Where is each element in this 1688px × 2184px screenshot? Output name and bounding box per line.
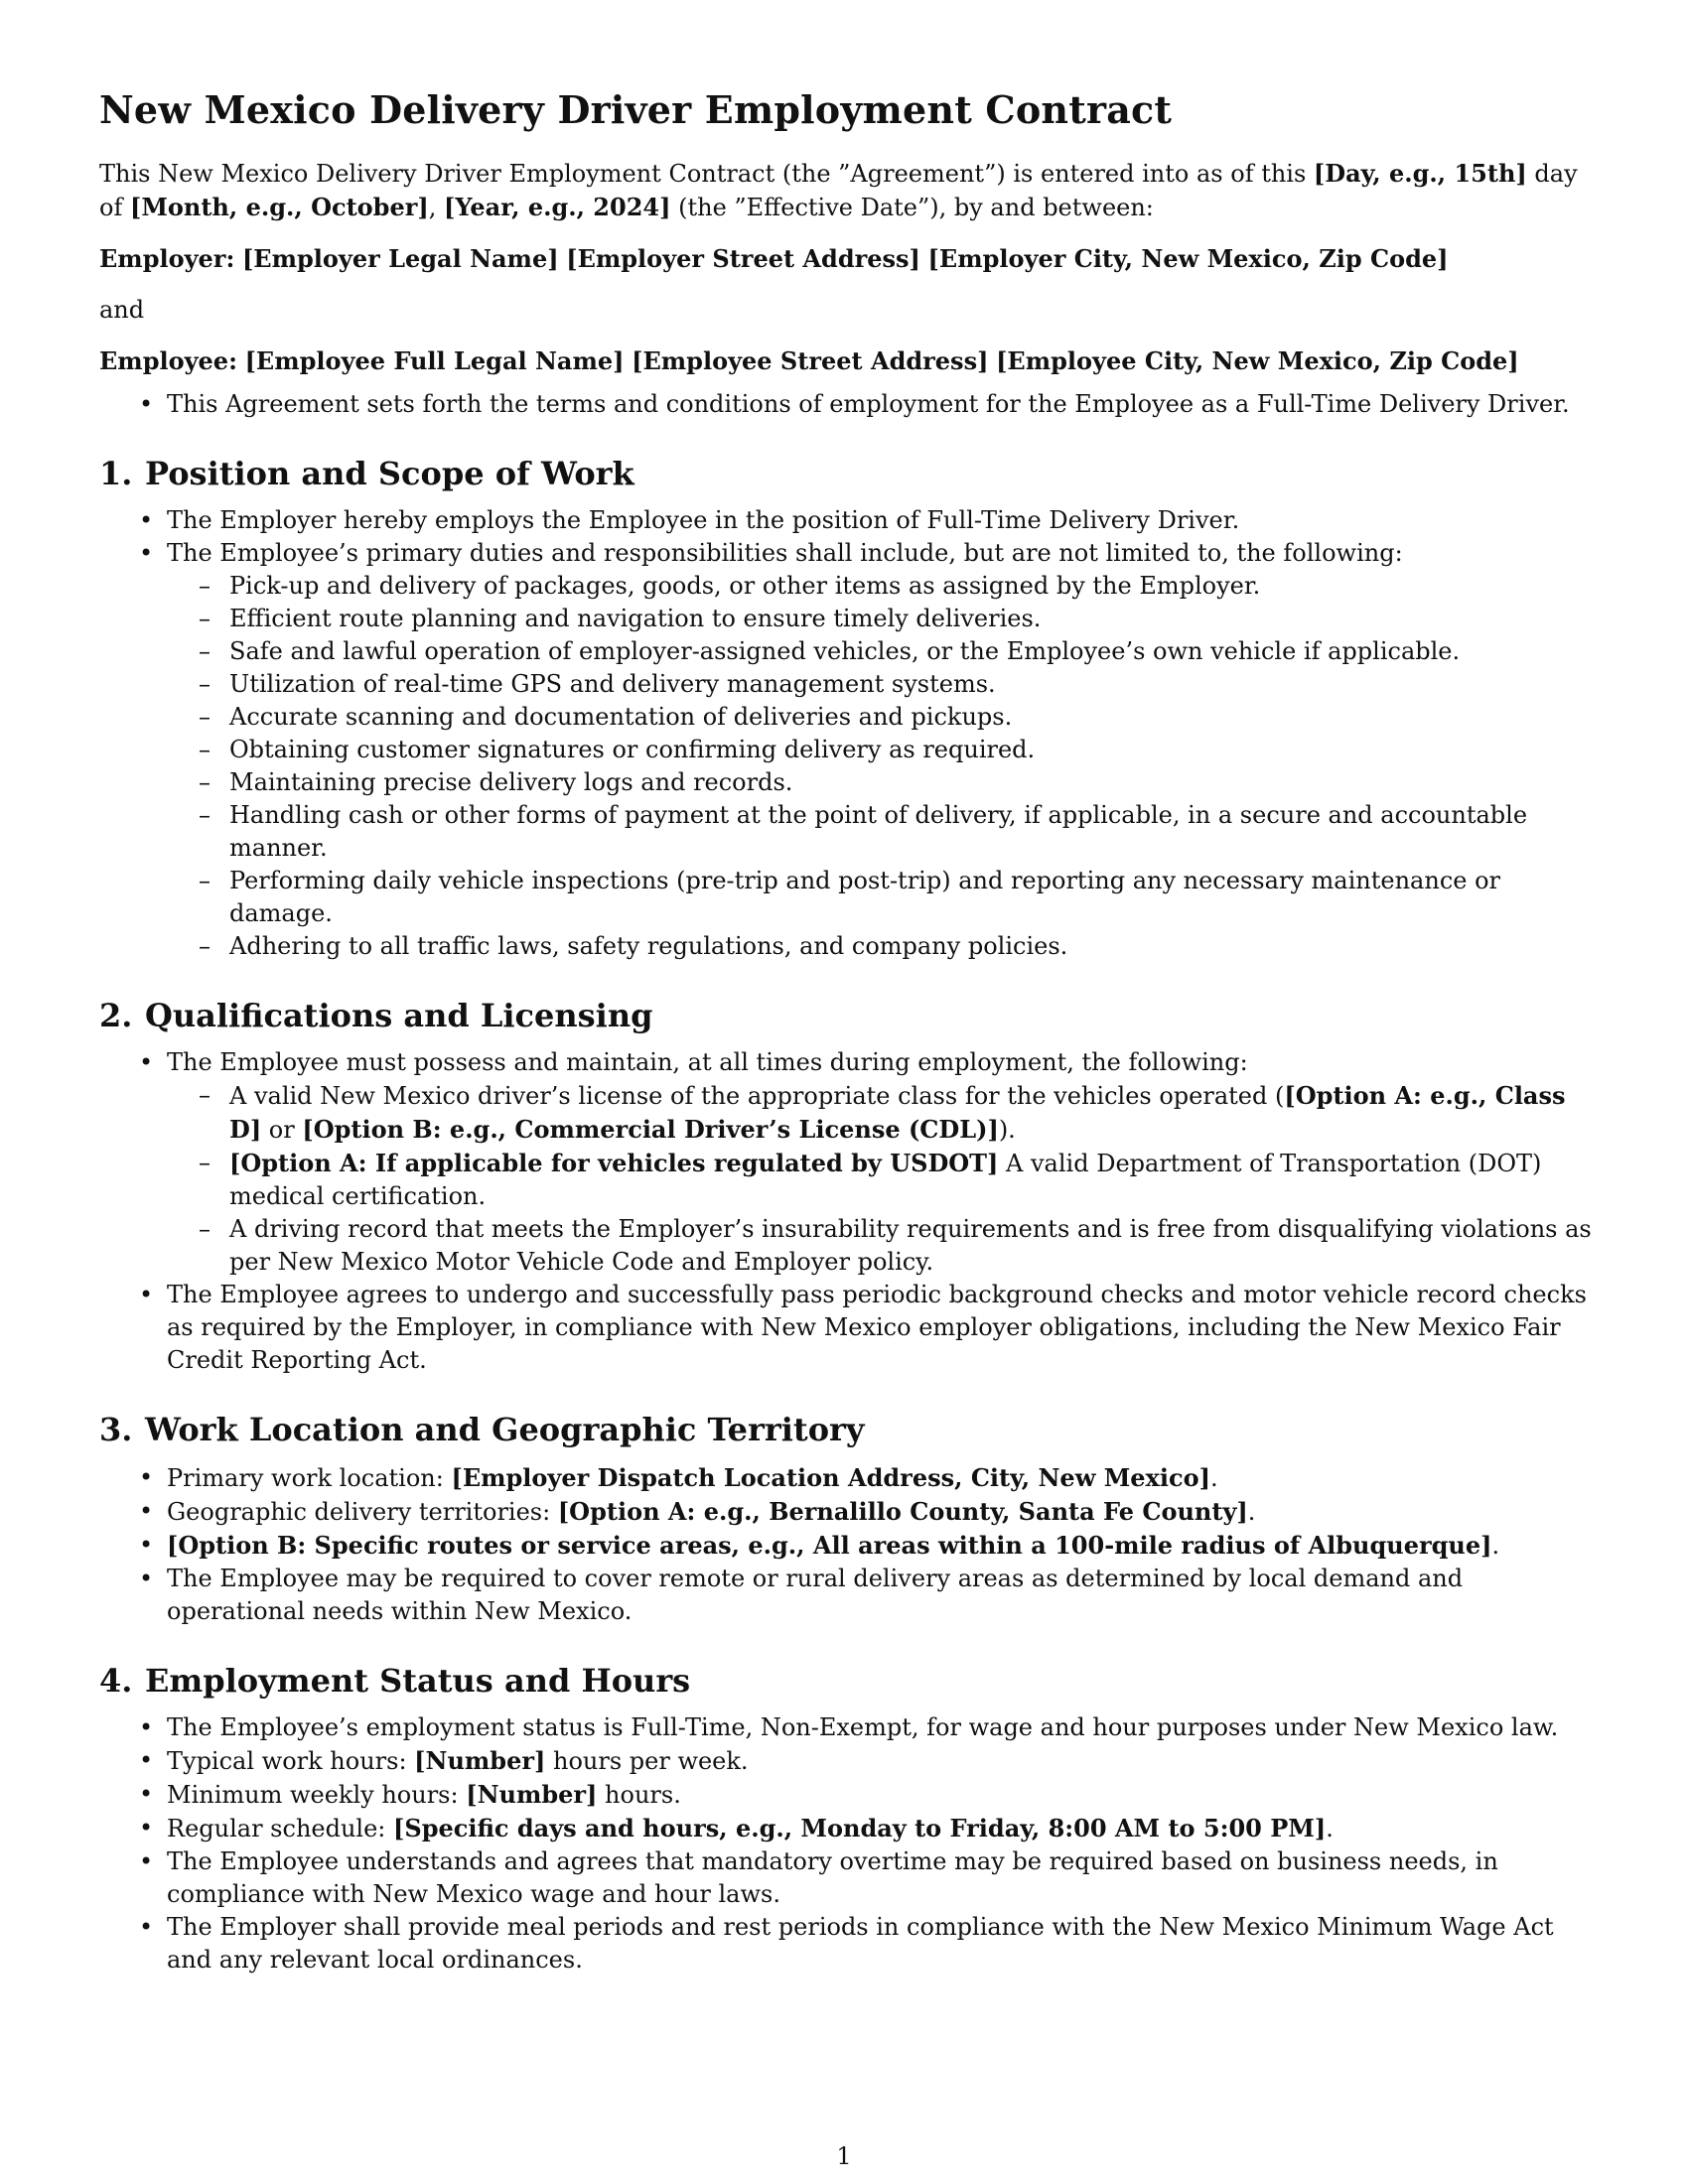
list-item: • The Employee’s primary duties and responsibilities shall include, but are not limited to, the following: – Pick-up and delivery of packages, goods, or other items as assigned by the Employer. – Efficient route planning and navigation to ensure timely deliveries. – Safe and lawful operation of employer-assigned vehicles, or the Employee’s own vehicle if applicable. – Utilization of real-time GPS and delivery management systems. – Accurate scanning and documentation of deliveries and pickups. – Obtaining customer signatures or confirming delivery as required. – Maintaining precise delivery logs and records. – Handling cash or other forms of payment at the point of delivery, if applicable, in a secure and accountable manner. – Performing daily vehicle inspections (pre-trip and post-trip) and reporting any necessary maintenance or damage. – Adhering to all traffic laws, safety regulations, and company policies. (99, 537, 1594, 963)
list-item: • The Employer hereby employs the Employee in the position of Full-Time Delivery Driver. (99, 504, 1594, 537)
record-item: – A driving record that meets the Employer’s insurability requirements and is free from disqualifying violations as per New Mexico Motor Vehicle Code and Employer policy. (167, 1213, 1594, 1279)
duty-item: – Safe and lawful operation of employer-assigned vehicles, or the Employee’s own vehicle if applicable. (167, 635, 1594, 668)
section-4-list (99, 1711, 1594, 1977)
list-item: • [Option B: Specific routes or service areas, e.g., All areas within a 100-mile radius of Albuquerque]. (99, 1529, 1594, 1563)
list-item: • Primary work location: [Employer Dispatch Location Address, City, New Mexico]. (99, 1461, 1594, 1495)
duty-item: – Utilization of real-time GPS and delivery management systems. (167, 668, 1594, 701)
section-2-list (99, 1046, 1594, 1377)
license-item: – A valid New Mexico driver’s license of the appropriate class for the vehicles operated ([Option A: e.g., Class D] or [Option B: e.g., Commercial Driver’s License (CDL)]). (167, 1079, 1594, 1147)
employer-block: Employer: [Employer Legal Name] [Employer Street Address] [Employer City, New Mexico, Zip Code] (99, 243, 1449, 273)
list-item: • The Employer shall provide meal periods and rest periods in compliance with the New Mexico Minimum Wage Act and any relevant local ordinances. (99, 1911, 1594, 1977)
section-heading-3: 3. Work Location and Geographic Territory (99, 1411, 865, 1449)
list-item: • The Employee may be required to cover remote or rural delivery areas as determined by local demand and operational needs within New Mexico. (99, 1563, 1594, 1628)
qualifications-list (167, 1079, 1594, 1279)
duties-list (167, 570, 1594, 963)
list-item: • Regular schedule: [Specific days and hours, e.g., Monday to Friday, 8:00 AM to 5:00 PM]. (99, 1812, 1594, 1845)
duty-item: – Maintaining precise delivery logs and records. (167, 766, 1594, 799)
list-item: • The Employee must possess and maintain, at all times during employment, the following: – A valid New Mexico driver’s license of the appropriate class for the vehicles operated ([Option A: e.g., Class D] or [Option B: e.g., Commercial Driver’s License (CDL)]). – [Option A: If applicable for vehicles regulated by USDOT] A valid Department of Transportation (DOT) medical certification. – A driving record that meets the Employer’s insurability requirements and is free from disqualifying violations as per New Mexico Motor Vehicle Code and Employer policy. (99, 1046, 1594, 1279)
intro-paragraph: This New Mexico Delivery Driver Employment Contract (the ”Agreement”) is entered into as of this [Day, e.g., 15th] day of [Month, e.g., October], [Year, e.g., 2024] (the ”Effective Date”), by and between: (99, 158, 1578, 221)
section-1-list (99, 504, 1594, 963)
duty-item: – Handling cash or other forms of payment at the point of delivery, if applicable, in a secure and accountable manner. (167, 799, 1594, 865)
document-title: New Mexico Delivery Driver Employment Contract (99, 87, 1173, 132)
employee-block: Employee: [Employee Full Legal Name] [Employee Street Address] [Employee City, New Mexico, Zip Code] (99, 345, 1519, 375)
section-heading-1: 1. Position and Scope of Work (99, 454, 634, 492)
preamble-list (99, 388, 1594, 421)
list-item: • Minimum weekly hours: [Number] hours. (99, 1778, 1594, 1812)
duty-item: – Adhering to all traffic laws, safety regulations, and company policies. (167, 930, 1594, 963)
list-item: • Geographic delivery territories: [Option A: e.g., Bernalillo County, Santa Fe County]. (99, 1495, 1594, 1529)
duty-item: – Performing daily vehicle inspections (pre-trip and post-trip) and reporting any necessary maintenance or damage. (167, 865, 1594, 930)
contract-page (99, 87, 1594, 1977)
duty-item: – Accurate scanning and documentation of deliveries and pickups. (167, 701, 1594, 734)
duty-item: – Obtaining customer signatures or confirming delivery as required. (167, 734, 1594, 766)
dot-item: – [Option A: If applicable for vehicles regulated by USDOT] A valid Department of Transportation (DOT) medical certification. (167, 1147, 1594, 1213)
list-item: • The Employee understands and agrees that mandatory overtime may be required based on business needs, in compliance with New Mexico wage and hour laws. (99, 1845, 1594, 1911)
list-item: • Typical work hours: [Number] hours per week. (99, 1744, 1594, 1778)
duty-item: – Efficient route planning and navigation to ensure timely deliveries. (167, 603, 1594, 635)
duty-item: – Pick-up and delivery of packages, goods, or other items as assigned by the Employer. (167, 570, 1594, 603)
section-3-list (99, 1461, 1594, 1628)
section-heading-2: 2. Qualifications and Licensing (99, 996, 653, 1034)
page-number: 1 (836, 2142, 852, 2170)
list-item: • The Employee agrees to undergo and successfully pass periodic background checks and motor vehicle record checks as required by the Employer, in compliance with New Mexico employer obligations, including the New Mexico Fair Credit Reporting Act. (99, 1279, 1594, 1377)
list-item: • This Agreement sets forth the terms and conditions of employment for the Employee as a Full-Time Delivery Driver. (99, 388, 1594, 421)
section-heading-4: 4. Employment Status and Hours (99, 1661, 691, 1700)
list-item: • The Employee’s employment status is Full-Time, Non-Exempt, for wage and hour purposes under New Mexico law. (99, 1711, 1594, 1744)
and-text: and (99, 295, 145, 324)
